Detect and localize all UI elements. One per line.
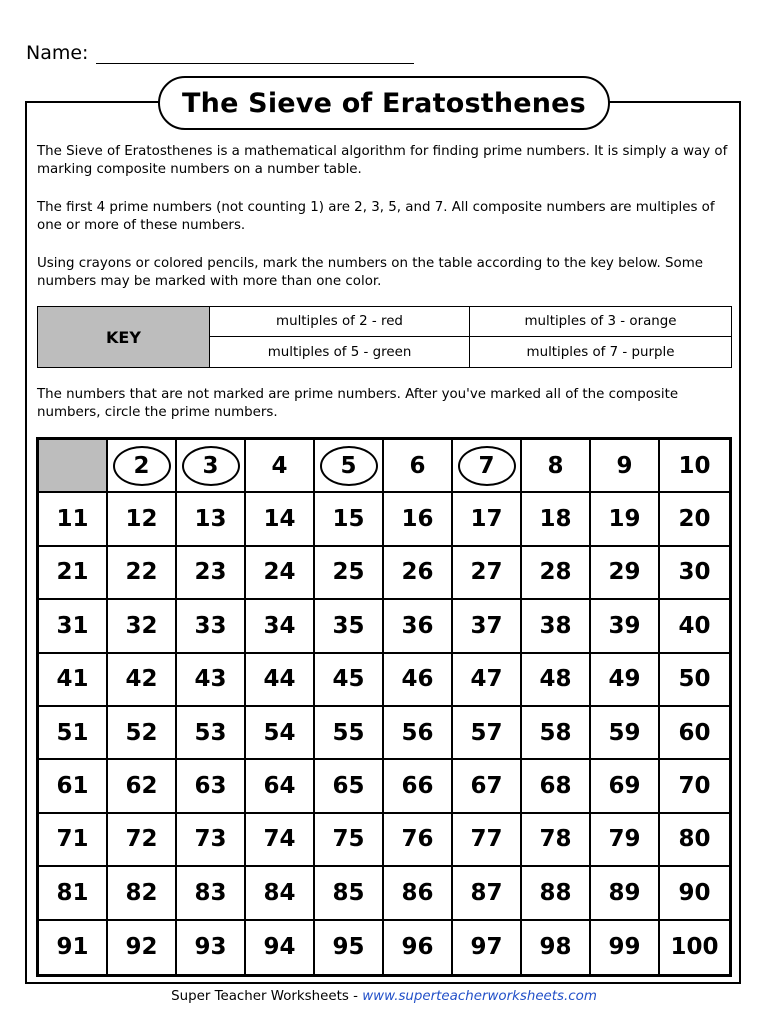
number-cell[interactable]	[177, 440, 246, 493]
number-cell[interactable]	[39, 921, 108, 974]
number-cell[interactable]	[660, 760, 729, 813]
title-banner	[158, 76, 610, 130]
number-label: 19	[608, 506, 641, 533]
number-cell[interactable]	[591, 707, 660, 760]
number-cell[interactable]	[591, 760, 660, 813]
number-cell[interactable]	[591, 547, 660, 600]
name-label: Name:	[26, 42, 89, 64]
number-label: 34	[263, 612, 296, 639]
number-cell[interactable]	[522, 867, 591, 920]
number-cell[interactable]	[108, 440, 177, 493]
number-cell[interactable]	[108, 867, 177, 920]
number-cell[interactable]	[315, 600, 384, 653]
number-cell[interactable]	[246, 440, 315, 493]
number-label: 96	[401, 934, 434, 961]
number-cell[interactable]	[315, 707, 384, 760]
number-cell[interactable]	[660, 600, 729, 653]
number-cell[interactable]	[660, 547, 729, 600]
number-label: 3	[202, 452, 219, 479]
number-cell[interactable]	[453, 547, 522, 600]
number-label: 63	[194, 773, 227, 800]
number-label: 95	[332, 934, 365, 961]
number-label: 55	[332, 719, 365, 746]
number-label: 86	[401, 879, 434, 906]
number-cell[interactable]	[177, 707, 246, 760]
number-label: 38	[539, 612, 572, 639]
number-label: 93	[194, 934, 227, 961]
number-label: 56	[401, 719, 434, 746]
number-label: 94	[263, 934, 296, 961]
number-cell[interactable]	[660, 814, 729, 867]
number-cell[interactable]	[315, 654, 384, 707]
number-label: 10	[678, 452, 711, 479]
number-label: 29	[608, 559, 641, 586]
number-label: 33	[194, 612, 227, 639]
number-cell[interactable]	[39, 600, 108, 653]
number-label: 21	[56, 559, 89, 586]
name-row	[26, 36, 414, 64]
number-cell[interactable]	[315, 867, 384, 920]
footer-link[interactable]: www.superteacherworksheets.com	[362, 989, 597, 1004]
number-label: 32	[125, 612, 158, 639]
number-label: 82	[125, 879, 158, 906]
number-label: 14	[263, 506, 296, 533]
number-label: 48	[539, 666, 572, 693]
number-cell[interactable]	[384, 600, 453, 653]
number-cell[interactable]	[384, 547, 453, 600]
number-label: 83	[194, 879, 227, 906]
number-cell[interactable]	[108, 547, 177, 600]
number-cell[interactable]	[591, 654, 660, 707]
number-label: 15	[332, 506, 365, 533]
number-cell[interactable]	[660, 654, 729, 707]
number-cell[interactable]	[384, 654, 453, 707]
number-cell[interactable]	[39, 547, 108, 600]
key-multiples-of-7: multiples of 7 - purple	[526, 344, 675, 360]
key-multiples-of-5: multiples of 5 - green	[210, 337, 470, 367]
number-label: 73	[194, 826, 227, 853]
number-cell[interactable]	[315, 814, 384, 867]
number-cell[interactable]	[384, 493, 453, 546]
number-cell[interactable]	[522, 654, 591, 707]
number-label: 54	[263, 719, 296, 746]
number-label: 100	[670, 934, 719, 961]
number-cell[interactable]	[384, 867, 453, 920]
number-cell[interactable]	[453, 867, 522, 920]
number-cell[interactable]	[177, 600, 246, 653]
number-label: 50	[678, 666, 711, 693]
number-cell[interactable]	[453, 654, 522, 707]
page-title: The Sieve of Eratosthenes	[182, 87, 586, 119]
number-label: 70	[678, 773, 711, 800]
number-label: 89	[608, 879, 641, 906]
number-cell[interactable]	[591, 600, 660, 653]
number-cell[interactable]	[177, 493, 246, 546]
number-cell[interactable]	[315, 440, 384, 493]
number-label: 41	[56, 666, 89, 693]
number-cell[interactable]	[315, 547, 384, 600]
intro-paragraph-3: Using crayons or colored pencils, mark the numbers on the table according to the key below. Some numbers may be marked with more than one color.	[37, 256, 703, 289]
number-label: 58	[539, 719, 572, 746]
number-cell[interactable]	[522, 440, 591, 493]
number-cell[interactable]	[453, 814, 522, 867]
number-cell[interactable]	[246, 921, 315, 974]
number-cell[interactable]	[591, 867, 660, 920]
number-cell[interactable]	[315, 921, 384, 974]
number-cell[interactable]	[660, 707, 729, 760]
number-cell[interactable]	[39, 707, 108, 760]
number-cell[interactable]	[246, 654, 315, 707]
number-cell[interactable]	[453, 440, 522, 493]
number-cell[interactable]	[522, 760, 591, 813]
instructions-paragraph: The numbers that are not marked are prime numbers. After you've marked all of the composite numbers, circle the prime numbers.	[37, 387, 679, 420]
number-label: 47	[470, 666, 503, 693]
number-label: 52	[125, 719, 158, 746]
number-label: 6	[409, 452, 426, 479]
key-multiples-of-2: multiples of 2 - red	[210, 307, 470, 337]
number-label: 92	[125, 934, 158, 961]
number-label: 45	[332, 666, 365, 693]
number-label: 97	[470, 934, 503, 961]
number-cell[interactable]	[522, 600, 591, 653]
number-label: 65	[332, 773, 365, 800]
number-label: 68	[539, 773, 572, 800]
number-cell[interactable]	[177, 867, 246, 920]
number-label: 26	[401, 559, 434, 586]
number-cell[interactable]	[108, 707, 177, 760]
number-cell[interactable]	[591, 440, 660, 493]
number-label: 72	[125, 826, 158, 853]
number-label: 18	[539, 506, 572, 533]
number-label: 53	[194, 719, 227, 746]
number-table	[36, 437, 732, 977]
number-label: 42	[125, 666, 158, 693]
number-label: 4	[271, 452, 288, 479]
number-cell[interactable]	[315, 760, 384, 813]
number-cell[interactable]	[453, 707, 522, 760]
number-cell[interactable]	[108, 654, 177, 707]
number-label: 2	[133, 452, 150, 479]
intro-paragraph-1: The Sieve of Eratosthenes is a mathematical algorithm for finding prime numbers. It is simply a way of marking composite numbers on a number table.	[37, 144, 728, 177]
number-cell[interactable]	[177, 760, 246, 813]
number-cell[interactable]	[108, 493, 177, 546]
number-cell[interactable]	[177, 814, 246, 867]
number-cell[interactable]	[246, 600, 315, 653]
number-label: 76	[401, 826, 434, 853]
number-label: 39	[608, 612, 641, 639]
number-label: 22	[125, 559, 158, 586]
number-cell[interactable]	[246, 814, 315, 867]
footer-text: Super Teacher Worksheets -	[171, 989, 363, 1004]
number-label: 51	[56, 719, 89, 746]
number-label: 16	[401, 506, 434, 533]
number-label: 49	[608, 666, 641, 693]
number-cell[interactable]	[522, 707, 591, 760]
number-cell[interactable]	[246, 493, 315, 546]
number-cell[interactable]	[384, 760, 453, 813]
number-cell[interactable]	[453, 760, 522, 813]
number-cell[interactable]	[108, 760, 177, 813]
number-label: 91	[56, 934, 89, 961]
number-label: 35	[332, 612, 365, 639]
number-label: 36	[401, 612, 434, 639]
number-label: 37	[470, 612, 503, 639]
number-label: 30	[678, 559, 711, 586]
number-label: 44	[263, 666, 296, 693]
number-label: 87	[470, 879, 503, 906]
number-cell[interactable]	[108, 921, 177, 974]
number-cell[interactable]	[384, 921, 453, 974]
number-cell[interactable]	[591, 921, 660, 974]
number-label: 31	[56, 612, 89, 639]
number-cell[interactable]	[108, 600, 177, 653]
number-cell[interactable]	[246, 547, 315, 600]
number-label: 99	[608, 934, 641, 961]
number-cell[interactable]	[315, 493, 384, 546]
number-label: 90	[678, 879, 711, 906]
number-cell[interactable]	[522, 921, 591, 974]
number-label: 13	[194, 506, 227, 533]
number-label: 57	[470, 719, 503, 746]
number-label: 27	[470, 559, 503, 586]
number-label: 75	[332, 826, 365, 853]
number-cell[interactable]	[522, 547, 591, 600]
number-cell[interactable]	[39, 867, 108, 920]
number-cell[interactable]	[660, 493, 729, 546]
number-cell[interactable]	[39, 493, 108, 546]
number-cell[interactable]	[522, 493, 591, 546]
number-cell[interactable]	[39, 760, 108, 813]
number-cell[interactable]	[177, 654, 246, 707]
number-label: 11	[56, 506, 89, 533]
key-label: KEY	[38, 307, 210, 367]
number-label: 79	[608, 826, 641, 853]
intro-paragraph-2: The first 4 prime numbers (not counting 1) are 2, 3, 5, and 7. All composite numbers are multiples of one or more of these numbers.	[37, 200, 715, 233]
number-label: 40	[678, 612, 711, 639]
number-label: 84	[263, 879, 296, 906]
number-label: 77	[470, 826, 503, 853]
number-label: 60	[678, 719, 711, 746]
number-label: 80	[678, 826, 711, 853]
number-label: 8	[547, 452, 564, 479]
number-label: 9	[616, 452, 633, 479]
number-label: 61	[56, 773, 89, 800]
number-label: 12	[125, 506, 158, 533]
name-field-line[interactable]	[96, 43, 414, 64]
number-cell[interactable]	[384, 707, 453, 760]
number-label: 62	[125, 773, 158, 800]
number-label: 5	[340, 452, 357, 479]
number-cell[interactable]	[453, 493, 522, 546]
number-cell[interactable]	[39, 654, 108, 707]
number-label: 25	[332, 559, 365, 586]
number-label: 88	[539, 879, 572, 906]
number-cell[interactable]	[591, 493, 660, 546]
number-label: 59	[608, 719, 641, 746]
number-cell[interactable]	[39, 814, 108, 867]
number-label: 17	[470, 506, 503, 533]
number-cell[interactable]	[453, 600, 522, 653]
key-multiples-of-3: multiples of 3 - orange	[470, 307, 731, 337]
number-cell[interactable]	[177, 921, 246, 974]
number-cell[interactable]	[453, 921, 522, 974]
number-cell[interactable]	[384, 440, 453, 493]
number-label: 81	[56, 879, 89, 906]
number-cell[interactable]	[660, 440, 729, 493]
color-key-table	[37, 306, 732, 368]
number-label: 98	[539, 934, 572, 961]
number-label: 46	[401, 666, 434, 693]
number-label: 64	[263, 773, 296, 800]
number-cell[interactable]	[522, 814, 591, 867]
number-label: 28	[539, 559, 572, 586]
number-label: 66	[401, 773, 434, 800]
number-label: 69	[608, 773, 641, 800]
number-cell[interactable]	[246, 760, 315, 813]
number-cell[interactable]	[177, 547, 246, 600]
number-cell[interactable]	[660, 921, 729, 974]
blank-cell	[39, 440, 108, 493]
number-label: 7	[478, 452, 495, 479]
number-label: 67	[470, 773, 503, 800]
number-cell[interactable]	[591, 814, 660, 867]
number-cell[interactable]	[660, 867, 729, 920]
number-label: 85	[332, 879, 365, 906]
footer	[0, 988, 768, 1006]
number-label: 23	[194, 559, 227, 586]
number-cell[interactable]	[384, 814, 453, 867]
number-label: 78	[539, 826, 572, 853]
number-cell[interactable]	[246, 867, 315, 920]
number-label: 71	[56, 826, 89, 853]
number-cell[interactable]	[108, 814, 177, 867]
number-label: 24	[263, 559, 296, 586]
number-label: 43	[194, 666, 227, 693]
number-cell[interactable]	[246, 707, 315, 760]
number-label: 20	[678, 506, 711, 533]
number-label: 74	[263, 826, 296, 853]
